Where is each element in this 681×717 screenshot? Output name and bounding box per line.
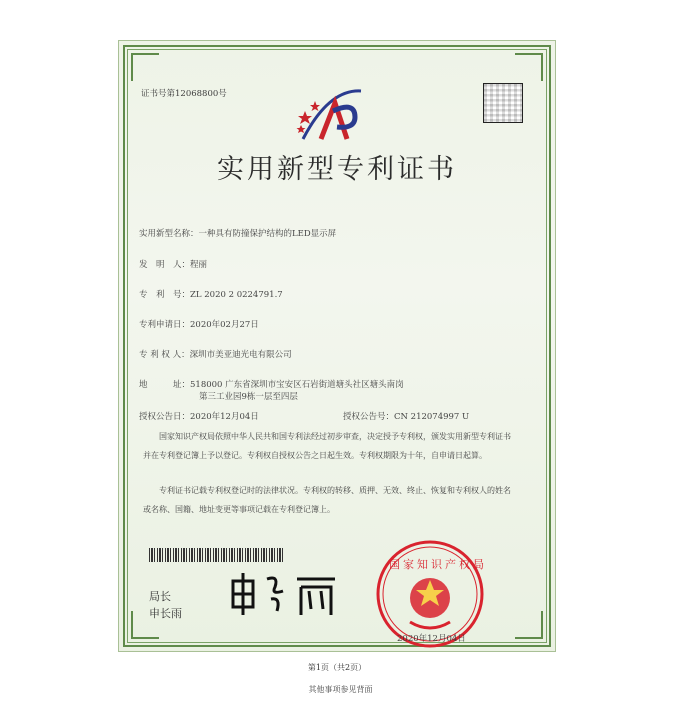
field-label: 发 明 人： — [139, 260, 191, 270]
field-value: 一种具有防撞保护结构的LED显示屏 — [198, 229, 337, 239]
field-value: ZL 2020 2 0224791.7 — [190, 290, 283, 300]
pub-date-row — [139, 404, 259, 423]
corner-ornament — [131, 53, 159, 81]
field-row — [139, 252, 207, 271]
barcode — [149, 548, 283, 562]
field-label: 授权公告日： — [139, 412, 191, 422]
grant-paragraph: 国家知识产权局依照中华人民共和国专利法经过初步审查，决定授予专利权，颁发实用新型专利证书并在专利登记簿上予以登记。专利权自授权公告之日起生效。专利权期限为十年，自申请日起算。 — [143, 432, 511, 460]
legal-status-paragraph: 专利证书记载专利权登记时的法律状况。专利权的转移、质押、无效、终止、恢复和专利权人的姓名或名称、国籍、地址变更等事项记载在专利登记簿上。 — [143, 486, 511, 514]
cnipa-logo-icon — [295, 81, 371, 143]
footer-note: 其他事项参见背面 — [308, 685, 373, 694]
field-value: CN 212074997 U — [394, 412, 470, 422]
field-row — [139, 282, 283, 301]
certificate-title: 实用新型专利证书 — [217, 154, 457, 185]
director-signature — [227, 569, 355, 619]
field-label: 地 址： — [139, 380, 191, 390]
field-row — [139, 221, 336, 240]
field-row — [139, 312, 259, 331]
field-value: 2020年02月27日 — [190, 320, 259, 330]
certificate-number: 证书号第12068800号 — [141, 89, 227, 99]
field-label: 专利申请日： — [139, 320, 191, 330]
field-value: 第三工业园9栋一层至四层 — [199, 392, 298, 402]
seal-text: 国家知识产权局 — [389, 558, 487, 571]
field-row — [199, 384, 298, 403]
director-title: 局长 — [149, 590, 171, 603]
field-value: 程丽 — [190, 260, 208, 270]
field-value: 深圳市美亚迪光电有限公司 — [189, 350, 292, 360]
qr-code — [483, 83, 523, 123]
field-row — [139, 342, 292, 361]
field-value: 2020年12月04日 — [190, 412, 259, 422]
pub-no-row — [343, 404, 469, 423]
corner-ornament — [515, 53, 543, 81]
field-label: 专 利 权 人： — [139, 350, 190, 360]
corner-ornament — [515, 611, 543, 639]
field-label: 专 利 号： — [139, 290, 191, 300]
page-indicator: 第1页（共2页） — [307, 663, 367, 672]
field-label: 实用新型名称： — [139, 229, 199, 239]
seal-date: 2020年12月04日 — [397, 634, 466, 644]
patent-certificate — [118, 40, 556, 672]
field-value: 518000 广东省深圳市宝安区石岩街道塘头社区塘头南岗 — [190, 380, 404, 390]
field-label: 授权公告号： — [343, 412, 395, 422]
director-name: 申长雨 — [149, 607, 182, 620]
